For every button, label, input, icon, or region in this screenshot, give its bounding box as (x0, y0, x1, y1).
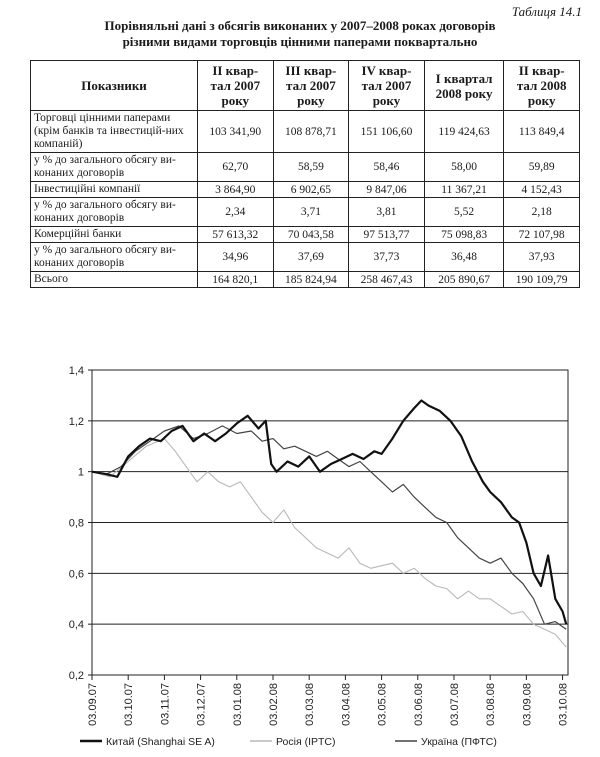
table-number: Таблиця 14.1 (511, 4, 582, 19)
index-chart (40, 360, 580, 757)
cell-value: 3,81 (349, 198, 425, 227)
cell-value: 185 824,94 (273, 272, 349, 288)
x-tick-label: 03.07.08 (448, 683, 461, 726)
cell-value: 258 467,43 (349, 272, 425, 288)
cell-value: 97 513,77 (349, 227, 425, 243)
row-label: Комерційні банки (31, 227, 198, 243)
table-row (31, 227, 580, 243)
cell-value: 5,52 (424, 198, 504, 227)
cell-value: 37,69 (273, 243, 349, 272)
table-row (31, 153, 580, 182)
cell-value: 9 847,06 (349, 182, 425, 198)
row-label: у % до загального обсягу ви-конаних договорів (31, 153, 198, 182)
x-tick-label: 03.11.07 (159, 683, 172, 726)
cell-value: 58,59 (273, 153, 349, 182)
cell-value: 151 106,60 (349, 111, 425, 153)
cell-value: 108 878,71 (273, 111, 349, 153)
legend-label: Китай (Shanghai SE A) (106, 736, 215, 748)
cell-value: 119 424,63 (424, 111, 504, 153)
cell-value: 6 902,65 (273, 182, 349, 198)
table-title-line-1: Порівняльні дані з обсягів виконаних у 2007–2008 роках договорів (104, 18, 496, 33)
cell-value: 59,89 (504, 153, 580, 182)
header-q4-2007: IV квар- тал 2007 року (349, 61, 425, 111)
x-tick-label: 03.01.08 (231, 683, 244, 726)
cell-value: 3,71 (273, 198, 349, 227)
series-line-1 (92, 439, 566, 647)
x-tick-label: 03.02.08 (267, 683, 280, 726)
header-q1-2008: I квартал 2008 року (424, 61, 504, 111)
cell-value: 72 107,98 (504, 227, 580, 243)
x-tick-label: 03.03.08 (304, 683, 317, 726)
cell-value: 103 341,90 (198, 111, 274, 153)
table-title-line-2: різними видами торговців цінними паперами поквартально (122, 34, 478, 49)
y-tick-label: 1,4 (68, 365, 84, 377)
x-tick-label: 03.10.08 (557, 683, 570, 726)
cell-value: 57 613,32 (198, 227, 274, 243)
row-label: Інвестиційні компанії (31, 182, 198, 198)
table-header-row (31, 61, 580, 111)
cell-value: 62,70 (198, 153, 274, 182)
header-q2-2007: II квар- тал 2007 року (198, 61, 274, 111)
row-label: у % до загального обсягу ви-конаних договорів (31, 198, 198, 227)
table-row (31, 243, 580, 272)
cell-value: 37,73 (349, 243, 425, 272)
cell-value: 113 849,4 (504, 111, 580, 153)
series-line-2 (92, 426, 566, 629)
x-tick-label: 03.10.07 (123, 683, 136, 726)
y-tick-label: 0,8 (68, 517, 84, 530)
cell-value: 164 820,1 (198, 272, 274, 288)
cell-value: 37,93 (504, 243, 580, 272)
cell-value: 205 890,67 (424, 272, 504, 288)
x-tick-label: 03.09.07 (87, 683, 99, 726)
header-q3-2007: III квар- тал 2007 року (273, 61, 349, 111)
header-q2-2008: II квар- тал 2008 року (504, 61, 580, 111)
series-line-0 (92, 401, 566, 625)
table-row (31, 111, 580, 153)
y-tick-label: 1 (77, 466, 84, 479)
x-tick-label: 03.08.08 (485, 683, 498, 726)
cell-value: 190 109,79 (504, 272, 580, 288)
table-row (31, 182, 580, 198)
comparison-table (30, 60, 580, 288)
cell-value: 75 098,83 (424, 227, 504, 243)
cell-value: 70 043,58 (273, 227, 349, 243)
y-tick-label: 0,6 (68, 568, 84, 581)
cell-value: 58,46 (349, 153, 425, 182)
row-label: Всього (31, 272, 198, 288)
index-chart-svg (40, 360, 580, 757)
table-title (40, 18, 560, 50)
y-tick-label: 0,2 (68, 670, 84, 682)
cell-value: 34,96 (198, 243, 274, 272)
x-tick-label: 03.12.07 (195, 683, 208, 726)
table-row (31, 272, 580, 288)
x-tick-label: 03.05.08 (376, 683, 389, 726)
legend-label: Росія (IPTC) (276, 736, 336, 748)
legend-label: Україна (ПФТС) (421, 736, 497, 748)
x-tick-label: 03.06.08 (412, 683, 425, 726)
header-indicators: Показники (31, 61, 198, 111)
cell-value: 3 864,90 (198, 182, 274, 198)
cell-value: 58,00 (424, 153, 504, 182)
cell-value: 2,34 (198, 198, 274, 227)
table-row (31, 198, 580, 227)
y-tick-label: 1,2 (68, 415, 84, 428)
cell-value: 2,18 (504, 198, 580, 227)
x-tick-label: 03.09.08 (521, 683, 534, 726)
cell-value: 4 152,43 (504, 182, 580, 198)
cell-value: 36,48 (424, 243, 504, 272)
cell-value: 11 367,21 (424, 182, 504, 198)
x-tick-label: 03.04.08 (340, 683, 353, 726)
y-tick-label: 0,4 (68, 619, 84, 632)
row-label: Торговці цінними паперами (крім банків та інвестицій-них компаній) (31, 111, 198, 153)
row-label: у % до загального обсягу ви-конаних договорів (31, 243, 198, 272)
